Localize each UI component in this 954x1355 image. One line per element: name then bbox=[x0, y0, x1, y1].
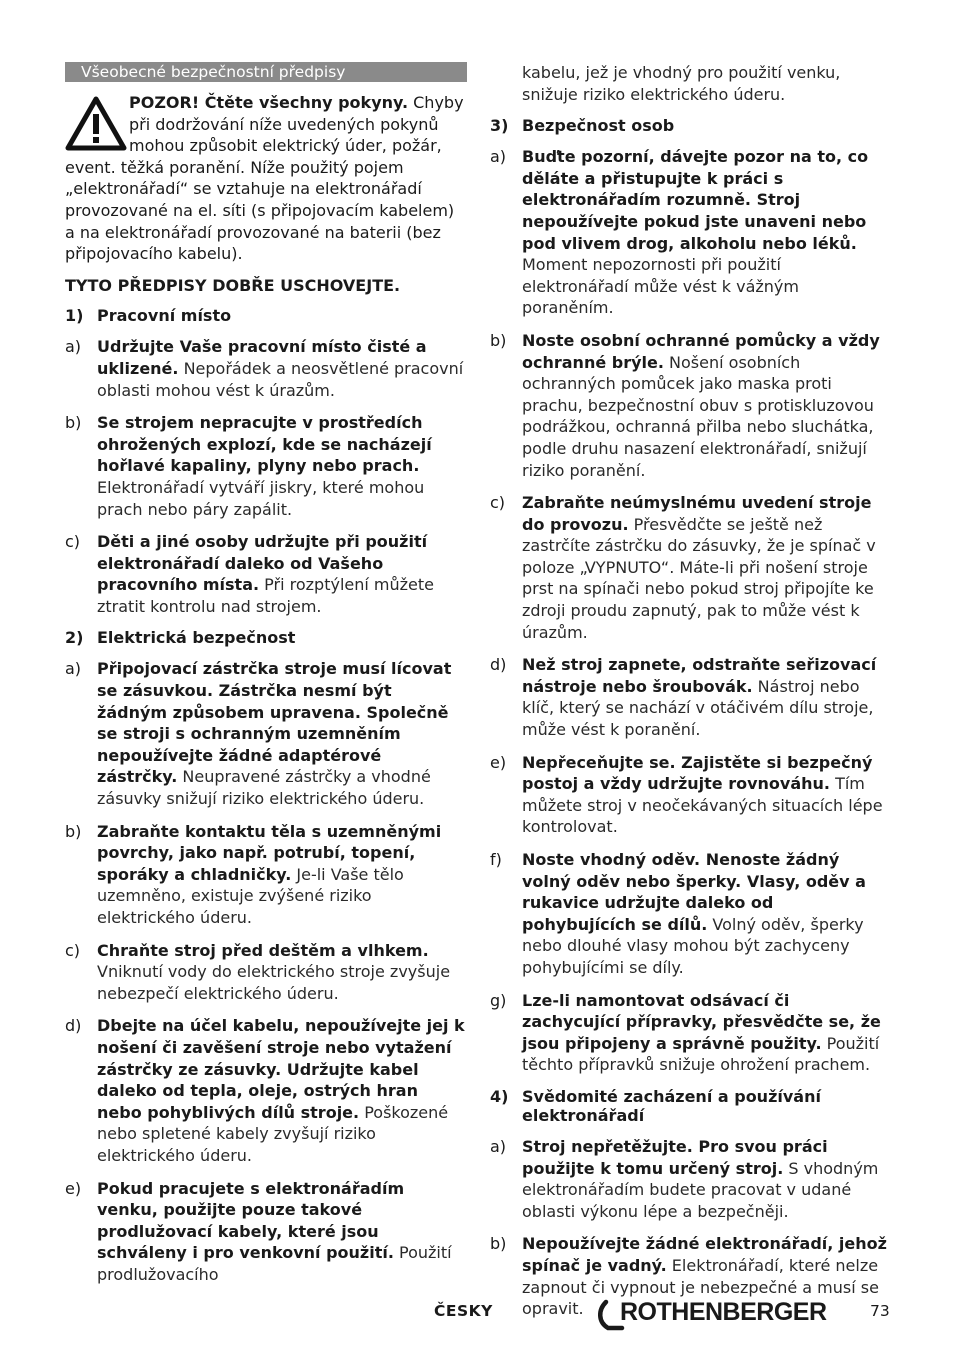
list-item bbox=[65, 658, 467, 809]
item-bold: Než stroj zapnete, odstraňte seřizovací nástroje nebo šroubovák. bbox=[522, 655, 877, 696]
item-letter: c) bbox=[65, 532, 81, 552]
item-bold: Chraňte stroj před deštěm a vlhkem. bbox=[97, 940, 429, 960]
keep-instructions: TYTO PŘEDPISY DOBŘE USCHOVEJTE. bbox=[65, 275, 401, 295]
list-item bbox=[490, 330, 892, 481]
item-text: Použití těchto přípravků snižuje ohrožení prachem. bbox=[522, 1033, 880, 1075]
item-text: Moment nepozornosti při použití elektronářadí může vést k vážným poraněním. bbox=[522, 255, 799, 318]
item-bold: Nepřeceňujte se. Zajistěte si bezpečný postoj a vždy udržujte rovnováhu. bbox=[522, 752, 873, 794]
warning-body: Chyby při dodržování níže uvedených pokynů mohou způsobit elektrický úder, požár, event. těžká poranění. Níže použitý pojem „elektronářadí“ se vztahuje na elektronářadí provozované na el. síti (s připojovacím kabelem) a na elektronářadí provozované na baterii (bez připojovacího kabelu). bbox=[65, 93, 464, 264]
list-item bbox=[490, 849, 892, 979]
item-bold: Noste vhodný oděv. Nenoste žádný volný oděv nebo šperky. Vlasy, oděv a rukavice udržujte daleko od pohybujících se dílů. bbox=[522, 850, 866, 934]
continuation-text: kabelu, jež je vhodný pro použití venku, snižuje riziko elektrického úderu. bbox=[522, 63, 841, 104]
item-bold: Stroj nepřetěžujte. Pro svou práci použijte k tomu určený stroj. bbox=[522, 1136, 828, 1178]
section-heading-4 bbox=[490, 1087, 892, 1125]
item-letter: a) bbox=[490, 147, 507, 167]
section-heading-3 bbox=[490, 116, 892, 135]
item-bold: Se strojem nepracujte v prostředích ohrožených explozí, kde se nacházejí hořlavé kapaliny, plyny nebo prach. bbox=[97, 413, 432, 476]
item-text: Volný oděv, šperky nebo dlouhé vlasy mohou být zachyceny pohybujícími se díly. bbox=[522, 914, 864, 977]
item-bold: Nepoužívejte žádné elektronářadí, jehož spínač je vadný. bbox=[522, 1234, 887, 1275]
section-title: Všeobecné bezpečnostní předpisy bbox=[65, 62, 467, 82]
item-text: Je-li Vaše tělo uzemněno, existuje zvýšené riziko elektrického úderu. bbox=[97, 864, 404, 927]
item-text: Nošení osobních ochranných pomůcek jako maska proti prachu, bezpečnostní obuv s protiskluzovou podrážkou, ochranná přilba nebo sluchátka, podle druhu nasazení elektronářadí, snižují riziko poranění. bbox=[522, 352, 874, 480]
item-text: Poškozené nebo spletené kabely zvyšují riziko elektrického úderu. bbox=[97, 1102, 449, 1165]
item-bold: Zabraňte kontaktu těla s uzemněnými povrchy, jako např. potrubí, topení, sporáky a chladničky. bbox=[97, 821, 442, 884]
item-text: Nepořádek a neosvětlené pracovní oblasti mohou vést k úrazům. bbox=[97, 358, 464, 400]
item-letter: f) bbox=[490, 850, 502, 869]
item-bold: Udržujte Vaše pracovní místo čisté a uklizené. bbox=[97, 337, 427, 378]
section-number: 2) bbox=[65, 628, 84, 648]
list-item bbox=[65, 940, 467, 1005]
section-heading-text: Elektrická bezpečnost bbox=[97, 628, 296, 648]
item-letter: b) bbox=[65, 821, 82, 841]
item-text: S vhodným elektronářadím budete pracovat v udané oblasti výkonu lépe a bezpečněji. bbox=[522, 1158, 879, 1221]
page-footer bbox=[0, 1296, 954, 1336]
brand-name: ROTHENBERGER bbox=[620, 1298, 827, 1326]
list-item bbox=[490, 146, 892, 319]
item-text: Přesvědčte se ještě než zastrčíte zástrčku do zásuvky, že je spínač v poloze „VYPNUTO“. Máte-li při nošení stroje prst na spínači nebo pokud stroj připojíte ke zdroji proudu zapnutý, pak to může vést k úrazům. bbox=[522, 514, 876, 642]
item-letter: b) bbox=[490, 1234, 507, 1254]
section-number: 1) bbox=[65, 306, 84, 326]
item-letter: d) bbox=[65, 1016, 82, 1036]
warning-triangle-icon bbox=[65, 96, 127, 152]
section-heading-text: Pracovní místo bbox=[97, 306, 232, 326]
item-letter: b) bbox=[490, 330, 507, 350]
list-item bbox=[65, 821, 467, 929]
section-heading-text: Bezpečnost osob bbox=[522, 116, 675, 136]
list-item bbox=[490, 492, 892, 643]
language-label: ČESKY bbox=[434, 1302, 493, 1320]
list-item bbox=[490, 990, 892, 1076]
item-text: Vniknutí vody do elektrického stroje zvyšuje nebezpečí elektrického úderu. bbox=[97, 962, 451, 1003]
list-item bbox=[65, 1178, 467, 1286]
list-item bbox=[490, 1136, 892, 1222]
item-text: Tím můžete stroj v neočekávaných situacích lépe kontrolovat. bbox=[522, 774, 883, 837]
list-item bbox=[490, 654, 892, 740]
brand-logo bbox=[596, 1296, 841, 1332]
item-bold: Noste osobní ochranné pomůcky a vždy ochranné brýle. bbox=[522, 330, 880, 372]
section-heading-text: Svědomité zacházení a používání elektronářadí bbox=[522, 1086, 821, 1125]
item-bold: Zabraňte neúmyslnému uvedení stroje do provozu. bbox=[522, 493, 872, 534]
item-letter: g) bbox=[490, 990, 507, 1010]
section-number: 3) bbox=[490, 116, 509, 136]
item-bold: Dbejte na účel kabelu, nepoužívejte jej k nošení či zavěšení stroje nebo vytažení zástrčky ze zásuvky. Udržujte kabel daleko od tepla, oleje, ostrých hran nebo pohyblivých dílů stroje. bbox=[97, 1016, 465, 1122]
warning-lead: POZOR! Čtěte všechny pokyny. bbox=[129, 93, 409, 112]
item-bold: Děti a jiné osoby udržujte při použití elektronářadí daleko od Vašeho pracovního místa. bbox=[97, 532, 428, 595]
item-text: Elektronářadí vytváří jiskry, které mohou prach nebo páry zapálit. bbox=[97, 477, 425, 519]
list-item bbox=[65, 531, 467, 617]
list-item bbox=[65, 412, 467, 520]
item-letter: e) bbox=[490, 752, 507, 772]
item-bold: Připojovací zástrčka stroje musí lícovat se zásuvkou. Zástrčka nesmí být žádným způsobem upravena. Společně se stroji s ochranným uzemněním nepoužívejte žádné adaptérové zástrčky. bbox=[97, 659, 452, 787]
item-letter: d) bbox=[490, 655, 507, 675]
right-column bbox=[490, 62, 892, 1331]
warning-block bbox=[65, 92, 467, 265]
item-letter: a) bbox=[490, 1136, 507, 1156]
item-bold: Pokud pracujete s elektronářadím venku, použijte pouze takové prodlužovací kabely, které jsou schváleny i pro venkovní použití. bbox=[97, 1178, 405, 1263]
item-letter: a) bbox=[65, 337, 82, 357]
item-text: Při rozptýlení můžete ztratit kontrolu nad strojem. bbox=[97, 575, 434, 616]
item-letter: b) bbox=[65, 413, 82, 433]
item-letter: e) bbox=[65, 1178, 82, 1198]
page-number: 73 bbox=[870, 1302, 890, 1320]
item-text: Použití prodlužovacího bbox=[97, 1243, 452, 1284]
item-letter: a) bbox=[65, 659, 82, 679]
list-item bbox=[65, 336, 467, 401]
section-heading-2 bbox=[65, 628, 467, 647]
section-number: 4) bbox=[490, 1086, 509, 1106]
left-column bbox=[65, 62, 467, 1297]
item-letter: c) bbox=[65, 940, 81, 960]
item-bold: Buďte pozorní, dávejte pozor na to, co děláte a přistupujte k práci s elektronářadím rozumně. Stroj nepoužívejte pokud jste unaveni nebo pod vlivem drog, alkoholu nebo léků. bbox=[522, 147, 869, 253]
item-text: Elektronářadí, které nelze zapnout či vypnout je nebezpečné a musí se opravit. bbox=[522, 1255, 879, 1319]
item-bold: Lze-li namontovat odsávací či zachycující přípravky, přesvědčte se, že jsou připojeny a správně použity. bbox=[522, 990, 881, 1053]
section-heading-1 bbox=[65, 306, 467, 325]
list-item bbox=[65, 1015, 467, 1166]
item-text: Nástroj nebo klíč, který se nachází v otáčivém dílu stroje, může vést k poranění. bbox=[522, 676, 874, 740]
item-letter: c) bbox=[490, 493, 506, 513]
list-item bbox=[490, 752, 892, 838]
item-text: Neupravené zástrčky a vhodné zásuvky snižují riziko elektrického úderu. bbox=[97, 767, 431, 809]
